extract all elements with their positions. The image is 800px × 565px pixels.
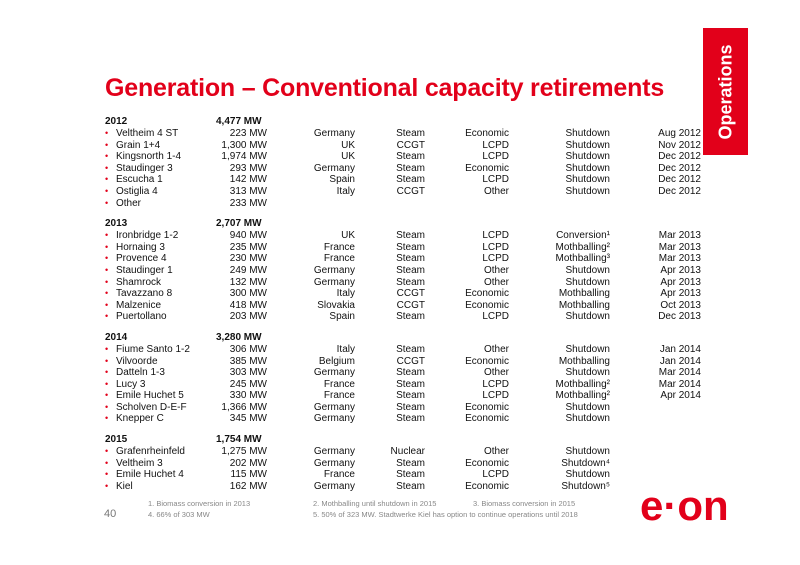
footnote-4: 4. 66% of 303 MW [148, 510, 210, 519]
retirement-reason: Economic [465, 128, 509, 139]
table-row [105, 242, 705, 254]
plant-type: Nuclear [390, 446, 425, 458]
plant-name: Grafenrheinfeld [116, 446, 185, 458]
table-row [105, 458, 705, 470]
plant-country: Germany [313, 276, 355, 288]
table-row [105, 469, 705, 481]
bullet-icon: • [105, 446, 109, 457]
plant-country: Spain [329, 174, 355, 186]
table-row [105, 253, 705, 265]
plant-country: Italy [336, 343, 355, 355]
plant-type: Steam [396, 151, 425, 163]
bullet-icon: • [105, 230, 109, 241]
table-row [105, 163, 705, 175]
retirement-date: Mar 2013 [658, 253, 701, 265]
retirement-status: Mothballing² [555, 390, 610, 402]
plant-capacity: 249 MW [229, 264, 267, 276]
year-label: 2013 [105, 218, 128, 230]
retirement-date: Mar 2013 [658, 241, 701, 253]
plant-type: CCGT [396, 185, 425, 197]
retirement-reason: LCPD [482, 469, 509, 481]
plant-country: France [323, 390, 355, 402]
group-gap [105, 209, 705, 218]
plant-name: Malzenice [116, 299, 162, 311]
retirement-date: Dec 2012 [658, 185, 701, 197]
table-row [105, 344, 705, 356]
table-row [105, 198, 705, 210]
plant-name: Kingsnorth 1-4 [116, 151, 182, 163]
bullet-icon: • [105, 401, 109, 412]
plant-capacity: 1,974 MW [221, 151, 267, 163]
plant-type: Steam [396, 162, 425, 174]
plant-capacity: 202 MW [229, 457, 267, 469]
plant-name: Staudinger 1 [116, 264, 173, 276]
plant-type: Steam [396, 480, 425, 492]
plant-name: Vilvoorde [116, 355, 158, 367]
retirement-status: Shutdown [565, 413, 610, 425]
footnote-1: 1. Biomass conversion in 2013 [148, 499, 251, 508]
bullet-icon: • [105, 343, 109, 354]
plant-name: Escucha 1 [116, 174, 163, 186]
plant-capacity: 235 MW [229, 241, 267, 253]
plant-type: Steam [396, 174, 425, 186]
table-row [105, 356, 705, 368]
retirement-status: Shutdown [565, 151, 610, 163]
bullet-icon: • [105, 241, 109, 252]
plant-type: Steam [396, 469, 425, 481]
plant-name: Lucy 3 [116, 378, 146, 390]
retirement-status: Mothballing [558, 299, 610, 311]
eon-logo [640, 480, 780, 530]
plant-capacity: 303 MW [229, 367, 267, 379]
plant-capacity: 132 MW [229, 276, 267, 288]
retirement-status: Shutdown [565, 162, 610, 174]
plant-type: Steam [396, 343, 425, 355]
table-row [105, 174, 705, 186]
bullet-icon: • [105, 185, 109, 196]
plant-capacity: 115 MW [230, 469, 267, 481]
retirement-status: Mothballing [558, 355, 610, 367]
plant-country: Germany [313, 128, 355, 139]
footnotes-col-3 [473, 498, 575, 509]
retirement-reason: Economic [465, 288, 509, 300]
bullet-icon: • [105, 253, 109, 264]
retirement-status: Shutdown [565, 446, 610, 458]
retirement-reason: LCPD [482, 151, 509, 163]
group-gap [105, 323, 705, 332]
plant-country: Germany [313, 457, 355, 469]
year-header [105, 332, 705, 344]
retirement-reason: Economic [465, 413, 509, 425]
retirement-status: Mothballing³ [555, 253, 610, 265]
retirement-reason: Other [483, 343, 509, 355]
retirement-date: Apr 2013 [660, 288, 701, 300]
plant-country: Germany [313, 367, 355, 379]
plant-capacity: 233 MW [229, 197, 267, 209]
plant-type: Steam [396, 378, 425, 390]
retirement-date: Oct 2013 [660, 299, 701, 311]
plant-country: Germany [313, 480, 355, 492]
retirement-date: Aug 2012 [658, 128, 701, 139]
table-row [105, 367, 705, 379]
plant-country: Italy [336, 185, 355, 197]
plant-capacity: 300 MW [229, 288, 267, 300]
retirement-reason: Other [483, 185, 509, 197]
plant-capacity: 940 MW [229, 230, 267, 242]
plant-country: UK [341, 139, 355, 151]
plant-name: Emile Huchet 5 [116, 390, 184, 402]
footnote-2: 2. Mothballing until shutdown in 2015 [313, 499, 437, 508]
plant-capacity: 418 MW [229, 299, 267, 311]
plant-type: Steam [396, 401, 425, 413]
year-label: 2014 [105, 331, 128, 343]
footnotes-col-1 [148, 498, 250, 520]
plant-name: Veltheim 4 ST [116, 128, 179, 139]
retirement-status: Shutdown [565, 311, 610, 323]
page-number: 40 [104, 508, 117, 520]
table-row [105, 311, 705, 323]
table-row [105, 446, 705, 458]
table-row [105, 379, 705, 391]
retirement-status: Shutdown⁴ [561, 457, 610, 469]
plant-capacity: 162 MW [229, 480, 267, 492]
retirement-status: Shutdown [565, 264, 610, 276]
page-title: Generation – Conventional capacity retirements [105, 74, 665, 102]
plant-type: Steam [396, 128, 425, 139]
retirement-reason: Other [483, 264, 509, 276]
plant-country: France [323, 469, 355, 481]
table-row [105, 277, 705, 289]
retirement-date: Jan 2014 [659, 355, 701, 367]
retirement-reason: LCPD [482, 390, 509, 402]
retirement-date: Apr 2013 [660, 264, 701, 276]
retirement-status: Mothballing² [555, 378, 610, 390]
retirement-reason: Economic [465, 299, 509, 311]
bullet-icon: • [105, 288, 109, 299]
retirement-reason: LCPD [482, 241, 509, 253]
plant-name: Grain 1+4 [116, 139, 161, 151]
plant-type: CCGT [396, 355, 425, 367]
plant-name: Ostiglia 4 [116, 185, 158, 197]
retirement-date: Dec 2013 [658, 311, 701, 323]
plant-capacity: 1,300 MW [221, 139, 267, 151]
retirement-reason: LCPD [482, 174, 509, 186]
plant-type: Steam [396, 367, 425, 379]
plant-country: France [323, 378, 355, 390]
retirement-date: Apr 2014 [660, 390, 701, 402]
bullet-icon: • [105, 299, 109, 310]
plant-country: Germany [313, 413, 355, 425]
bullet-icon: • [105, 151, 109, 162]
table-row [105, 390, 705, 402]
retirement-status: Shutdown [565, 276, 610, 288]
year-total: 4,477 MW [216, 116, 262, 127]
table-row [105, 413, 705, 425]
bullet-icon: • [105, 311, 109, 322]
plant-type: Steam [396, 253, 425, 265]
plant-capacity: 203 MW [229, 311, 267, 323]
retirement-status: Shutdown [565, 128, 610, 139]
retirement-date: Dec 2012 [658, 151, 701, 163]
bullet-icon: • [105, 174, 109, 185]
year-total: 3,280 MW [216, 331, 262, 343]
plant-type: CCGT [396, 139, 425, 151]
plant-name: Puertollano [116, 311, 167, 323]
logo-text: e·on [640, 482, 729, 529]
plant-type: Steam [396, 457, 425, 469]
retirement-status: Shutdown⁵ [561, 480, 610, 492]
plant-type: Steam [396, 413, 425, 425]
plant-capacity: 1,366 MW [221, 401, 267, 413]
year-label: 2015 [105, 434, 128, 446]
bullet-icon: • [105, 355, 109, 366]
retirement-reason: Economic [465, 457, 509, 469]
plant-name: Ironbridge 1-2 [116, 230, 179, 242]
plant-type: CCGT [396, 299, 425, 311]
section-tab-label: Operations [715, 43, 735, 140]
bullet-icon: • [105, 367, 109, 378]
bullet-icon: • [105, 197, 109, 208]
plant-name: Scholven D-E-F [116, 401, 187, 413]
plant-country: Germany [313, 401, 355, 413]
year-total: 1,754 MW [216, 434, 262, 446]
retirement-date: Dec 2012 [658, 162, 701, 174]
retirement-date: Mar 2014 [658, 378, 701, 390]
retirement-status: Shutdown [565, 367, 610, 379]
plant-name: Kiel [116, 480, 133, 492]
plant-name: Staudinger 3 [116, 162, 173, 174]
retirement-reason: LCPD [482, 139, 509, 151]
plant-capacity: 293 MW [229, 162, 267, 174]
retirement-reason: Economic [465, 162, 509, 174]
retirement-date: Nov 2012 [658, 139, 701, 151]
retirement-date: Mar 2014 [658, 367, 701, 379]
plant-country: France [323, 253, 355, 265]
table-row [105, 402, 705, 414]
plant-name: Knepper C [116, 413, 164, 425]
retirement-date: Jan 2014 [659, 343, 701, 355]
plant-capacity: 1,275 MW [221, 446, 267, 458]
plant-country: Germany [313, 264, 355, 276]
plant-type: Steam [396, 230, 425, 242]
plant-name: Emile Huchet 4 [116, 469, 184, 481]
retirement-reason: LCPD [482, 311, 509, 323]
plant-type: Steam [396, 311, 425, 323]
plant-name: Other [116, 197, 142, 209]
footnote-3: 3. Biomass conversion in 2015 [473, 499, 576, 508]
plant-capacity: 245 MW [229, 378, 267, 390]
plant-country: France [323, 241, 355, 253]
bullet-icon: • [105, 469, 109, 480]
bullet-icon: • [105, 390, 109, 401]
plant-capacity: 345 MW [229, 413, 267, 425]
year-total: 2,707 MW [216, 218, 262, 230]
retirement-status: Shutdown [565, 185, 610, 197]
retirement-date: Dec 2012 [658, 174, 701, 186]
plant-capacity: 313 MW [229, 185, 267, 197]
retirement-status: Conversion¹ [556, 230, 610, 242]
year-header [105, 434, 705, 446]
table-row [105, 230, 705, 242]
retirement-status: Shutdown [565, 469, 610, 481]
retirement-status: Shutdown [565, 401, 610, 413]
plant-country: Belgium [318, 355, 355, 367]
plant-type: CCGT [396, 288, 425, 300]
plant-name: Fiume Santo 1-2 [116, 343, 190, 355]
bullet-icon: • [105, 128, 109, 138]
plant-name: Hornaing 3 [116, 241, 165, 253]
plant-name: Shamrock [116, 276, 162, 288]
plant-type: Steam [396, 390, 425, 402]
plant-capacity: 306 MW [229, 343, 267, 355]
retirement-date: Apr 2013 [660, 276, 701, 288]
table-row [105, 265, 705, 277]
retirement-reason: Economic [465, 480, 509, 492]
year-label: 2012 [105, 116, 128, 127]
retirement-reason: Other [483, 367, 509, 379]
retirement-reason: Other [483, 446, 509, 458]
year-header [105, 218, 705, 230]
plant-type: Steam [396, 264, 425, 276]
table-row [105, 186, 705, 198]
section-tab [703, 28, 748, 155]
bullet-icon: • [105, 378, 109, 389]
plant-country: Germany [313, 162, 355, 174]
group-gap [105, 425, 705, 434]
plant-country: Germany [313, 446, 355, 458]
bullet-icon: • [105, 264, 109, 275]
retirement-reason: Other [483, 276, 509, 288]
bullet-icon: • [105, 480, 109, 491]
retirement-status: Mothballing [558, 288, 610, 300]
bullet-icon: • [105, 162, 109, 173]
plant-type: Steam [396, 276, 425, 288]
retirements-table [105, 116, 705, 492]
table-row [105, 140, 705, 152]
plant-country: UK [341, 151, 355, 163]
plant-name: Tavazzano 8 [116, 288, 173, 300]
bullet-icon: • [105, 276, 109, 287]
plant-capacity: 230 MW [229, 253, 267, 265]
plant-name: Datteln 1-3 [116, 367, 165, 379]
retirement-reason: LCPD [482, 253, 509, 265]
retirement-reason: LCPD [482, 230, 509, 242]
plant-country: Italy [336, 288, 355, 300]
plant-country: Spain [329, 311, 355, 323]
plant-name: Provence 4 [116, 253, 167, 265]
retirement-status: Shutdown [565, 343, 610, 355]
retirement-status: Mothballing² [555, 241, 610, 253]
retirement-reason: LCPD [482, 378, 509, 390]
plant-type: Steam [396, 241, 425, 253]
plant-name: Veltheim 3 [116, 457, 163, 469]
plant-country: UK [341, 230, 355, 242]
plant-country: Slovakia [317, 299, 355, 311]
table-row [105, 288, 705, 300]
retirement-reason: Economic [465, 401, 509, 413]
bullet-icon: • [105, 413, 109, 424]
retirement-reason: Economic [465, 355, 509, 367]
bullet-icon: • [105, 139, 109, 150]
plant-capacity: 385 MW [229, 355, 267, 367]
plant-capacity: 142 MW [229, 174, 267, 186]
retirement-status: Shutdown [565, 174, 610, 186]
table-row [105, 128, 705, 140]
retirement-date: Mar 2013 [658, 230, 701, 242]
table-row [105, 151, 705, 163]
table-row [105, 481, 705, 493]
plant-capacity: 223 MW [229, 128, 267, 139]
footnote-5: 5. 50% of 323 MW. Stadtwerke Kiel has option to continue operations until 2018 [313, 510, 578, 519]
year-header [105, 116, 705, 128]
plant-capacity: 330 MW [229, 390, 267, 402]
table-row [105, 300, 705, 312]
retirement-status: Shutdown [565, 139, 610, 151]
bullet-icon: • [105, 457, 109, 468]
